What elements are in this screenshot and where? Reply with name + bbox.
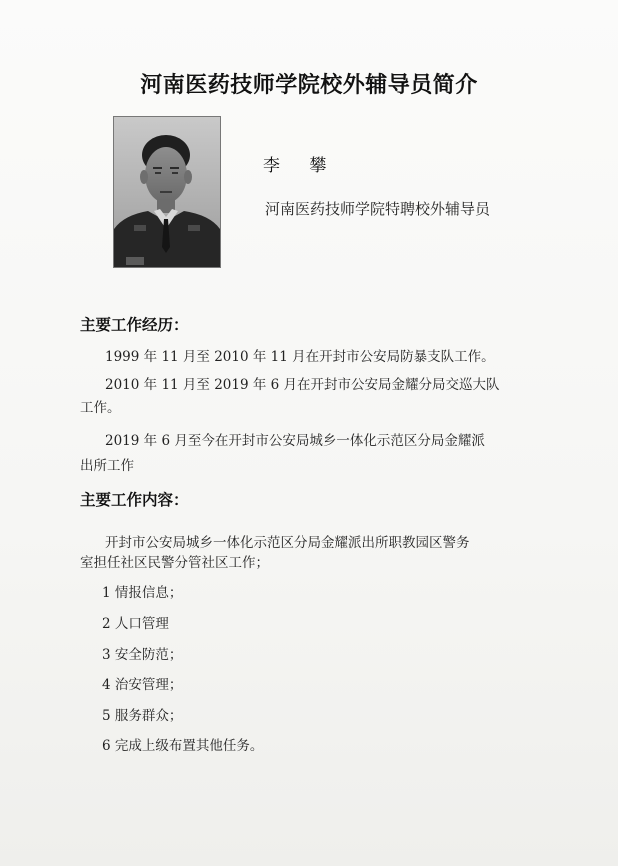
content-list-item-6: 6 完成上级布置其他任务。 <box>102 738 264 754</box>
content-list-item-3: 3 安全防范； <box>102 647 183 663</box>
content-intro-line2: 室担任社区民警分管社区工作； <box>80 555 269 571</box>
content-list-item-2: 2 人口管理 <box>102 616 169 632</box>
content-heading: 主要工作内容： <box>80 490 189 509</box>
person-role: 河南医药技师学院特聘校外辅导员 <box>265 200 491 218</box>
content-intro-line1: 开封市公安局城乡一体化示范区分局金耀派出所职教园区警务 <box>105 535 470 551</box>
portrait-photo <box>113 116 221 268</box>
content-list-item-1: 1 情报信息； <box>102 585 183 601</box>
person-name: 李 攀 <box>263 156 339 176</box>
experience-item-3-line1: 2019 年 6 月至今在开封市公安局城乡一体化示范区分局金耀派 <box>105 433 485 449</box>
experience-heading: 主要工作经历： <box>80 315 189 334</box>
experience-item-2-line2: 工作。 <box>80 400 121 416</box>
content-list-item-5: 5 服务群众； <box>102 708 183 724</box>
document-title: 河南医药技师学院校外辅导员简介 <box>140 72 478 98</box>
experience-item-3-line2: 出所工作 <box>80 458 134 474</box>
experience-item-1-line1: 1999 年 11 月至 2010 年 11 月在开封市公安局防暴支队工作。 <box>105 349 495 365</box>
content-list-item-4: 4 治安管理； <box>102 677 183 693</box>
experience-item-2-line1: 2010 年 11 月至 2019 年 6 月在开封市公安局金耀分局交巡大队 <box>105 377 500 393</box>
portrait-illustration <box>114 117 220 267</box>
